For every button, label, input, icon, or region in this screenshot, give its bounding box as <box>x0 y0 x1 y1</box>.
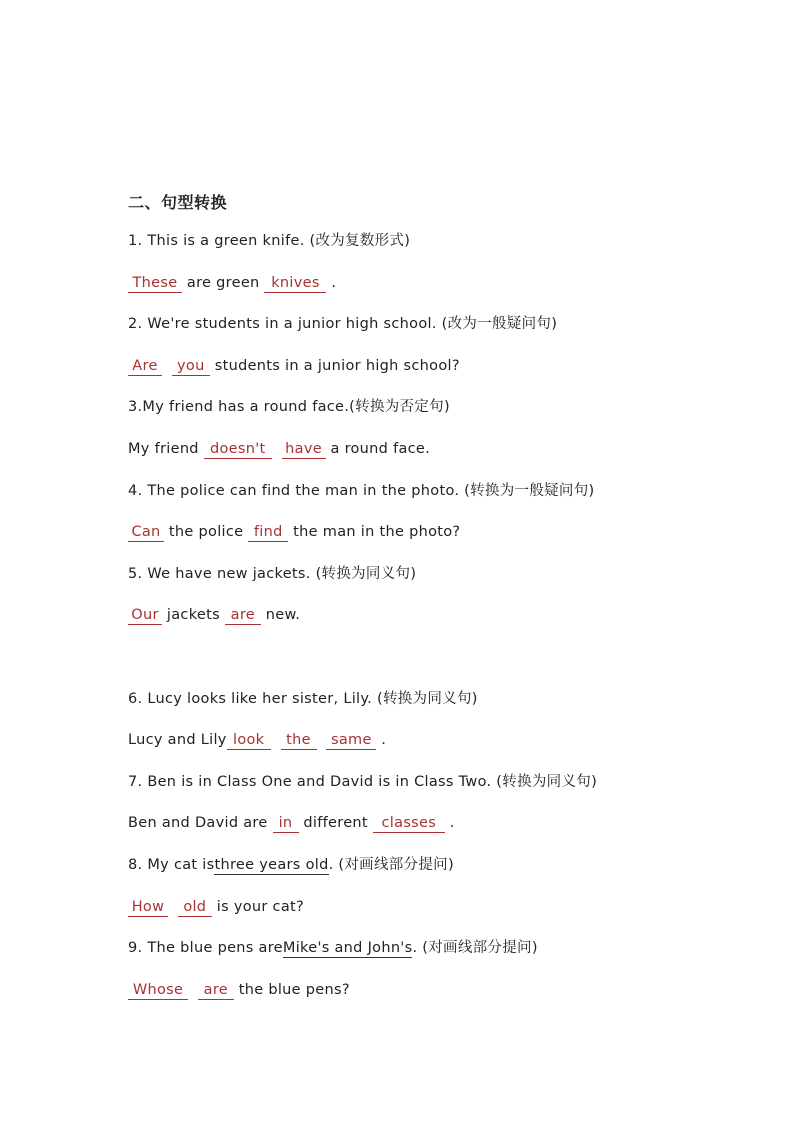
answer-text: . <box>376 732 387 748</box>
question-5-answer-line <box>128 605 300 625</box>
question-7-prompt: 7. Ben is in Class One and David is in Class Two. (转换为同义句) <box>128 774 598 790</box>
answer-text: jackets <box>162 607 225 623</box>
question-1-prompt: 1. This is a green knife. (改为复数形式) <box>128 233 411 249</box>
answer-blank: look <box>227 731 271 750</box>
answer-text: are green <box>182 275 265 291</box>
question-7-answer-line <box>128 813 455 833</box>
answer-text: . <box>326 275 337 291</box>
answer-blank: same <box>326 731 376 750</box>
answer-text: a round face. <box>325 441 431 457</box>
underlined-phrase: Mike's and John's <box>282 940 413 956</box>
underlined-phrase: three years old <box>214 857 329 873</box>
answer-blank: in <box>273 814 299 833</box>
answer-blank: old <box>178 898 212 917</box>
answer-blank: These <box>128 274 182 293</box>
section-title: 二、句型转换 <box>128 193 228 212</box>
question-9-prompt <box>128 938 538 958</box>
answer-blank: knives <box>264 274 326 293</box>
prompt-text: . (对画线部分提问) <box>328 857 454 873</box>
answer-text: the man in the photo? <box>288 524 461 540</box>
answer-blank: doesn't <box>204 440 272 459</box>
answer-blank: Whose <box>128 981 188 1000</box>
question-6-answer-line <box>128 730 386 750</box>
answer-text: different <box>298 815 373 831</box>
answer-text: My friend <box>128 441 204 457</box>
question-4-prompt: 4. The police can find the man in the photo. (转换为一般疑问句) <box>128 483 595 499</box>
question-8-prompt <box>128 855 454 875</box>
question-1-answer-line <box>128 273 336 293</box>
question-2-prompt: 2. We're students in a junior high school. (改为一般疑问句) <box>128 316 558 332</box>
answer-blank: are <box>225 606 261 625</box>
answer-text: new. <box>260 607 301 623</box>
question-8-answer-line <box>128 897 304 917</box>
answer-blank: the <box>281 731 317 750</box>
answer-text: Ben and David are <box>128 815 273 831</box>
answer-blank: find <box>248 523 288 542</box>
question-3-prompt: 3.My friend has a round face.(转换为否定句) <box>128 399 450 415</box>
answer-blank: you <box>172 357 210 376</box>
answer-text: . <box>444 815 455 831</box>
answer-blank: Are <box>128 357 162 376</box>
answer-text: the blue pens? <box>233 982 350 998</box>
question-5-prompt: 5. We have new jackets. (转换为同义句) <box>128 566 417 582</box>
question-6-prompt: 6. Lucy looks like her sister, Lily. (转换为同义句) <box>128 691 478 707</box>
question-3-answer-line <box>128 439 430 459</box>
question-4-answer-line <box>128 522 460 542</box>
answer-text: Lucy and Lily <box>128 732 227 748</box>
question-2-answer-line <box>128 356 460 376</box>
prompt-text: 8. My cat is <box>128 857 215 873</box>
answer-text: the police <box>164 524 249 540</box>
prompt-text: 9. The blue pens are <box>128 940 283 956</box>
answer-blank: How <box>128 898 168 917</box>
question-9-answer-line <box>128 980 350 1000</box>
answer-blank: Can <box>128 523 164 542</box>
answer-blank: have <box>282 440 326 459</box>
prompt-text: . (对画线部分提问) <box>412 940 538 956</box>
answer-blank: Our <box>128 606 162 625</box>
answer-text: students in a junior high school? <box>209 358 460 374</box>
answer-blank: classes <box>373 814 445 833</box>
answer-blank: are <box>198 981 234 1000</box>
answer-text: is your cat? <box>211 899 304 915</box>
